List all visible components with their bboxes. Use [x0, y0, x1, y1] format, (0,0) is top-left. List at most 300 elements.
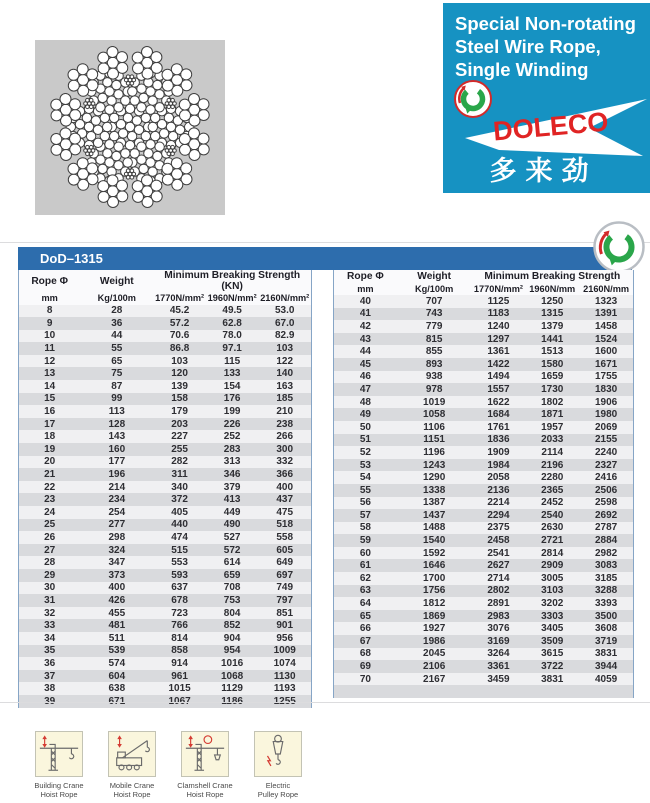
cell: 185: [276, 393, 294, 405]
cell: 426: [108, 594, 126, 606]
cell: 2214: [487, 497, 510, 509]
weight-unit: Kg/100m: [397, 283, 472, 296]
cell: 3202: [541, 598, 564, 610]
cell: 2045: [423, 648, 446, 660]
table-row: [334, 597, 633, 610]
cell: 3393: [594, 598, 618, 610]
cell: 815: [425, 333, 443, 345]
cell: 553: [171, 557, 188, 569]
cell: 901: [276, 620, 294, 632]
cell: 1297: [487, 333, 510, 345]
cell: 659: [223, 569, 241, 581]
cell: 9: [46, 317, 53, 329]
rope-diameter-unit: mm: [19, 292, 80, 305]
table-row: [19, 682, 311, 695]
cell: 1016: [221, 657, 244, 669]
application-mobile-crane: [99, 731, 165, 799]
cell: 605: [276, 544, 294, 556]
cell: 1494: [487, 371, 510, 383]
grade-header-1960: 1960N/mm²: [207, 293, 257, 304]
cell: 1830: [594, 383, 618, 395]
cell: 67.0: [274, 317, 295, 329]
cell: 2365: [541, 484, 564, 496]
cell: 44: [359, 346, 371, 358]
cell: 1980: [594, 409, 618, 421]
table-row: [334, 459, 633, 472]
cell: 1957: [541, 421, 564, 433]
cell: 3722: [541, 661, 564, 673]
cell: 2630: [541, 522, 564, 534]
table-row: [19, 645, 311, 658]
cell: 1290: [423, 472, 446, 484]
cell: 45.2: [169, 305, 190, 317]
cell: 697: [276, 569, 294, 581]
table-row: [334, 572, 633, 585]
cell: 372: [171, 494, 188, 506]
table-row: [19, 355, 311, 368]
cell: 511: [108, 632, 125, 644]
cell: 65: [359, 610, 371, 622]
cell: 17: [44, 418, 56, 430]
cell: 199: [223, 406, 241, 418]
cell: 978: [425, 383, 443, 395]
cell: 48: [359, 396, 371, 408]
table-row: [334, 522, 633, 535]
cell: 46: [359, 371, 371, 383]
cell: 527: [223, 531, 241, 543]
cell: 2802: [487, 585, 510, 597]
cell: 1338: [423, 484, 446, 496]
cell: 66: [359, 623, 371, 635]
cell: 3459: [487, 673, 510, 685]
clamshell-crane-drawing: [182, 732, 228, 776]
cell: 64: [359, 598, 371, 610]
cell: 139: [171, 380, 188, 392]
cell: 2375: [487, 522, 510, 534]
cell: 1074: [273, 657, 296, 669]
cell: 400: [108, 582, 126, 594]
cell: 61: [359, 560, 371, 572]
cell: 858: [171, 645, 188, 657]
cell: 78.0: [222, 330, 242, 342]
cell: 1015: [168, 683, 191, 695]
table-row: [334, 635, 633, 648]
cell: 2627: [487, 560, 510, 572]
table-row: [19, 657, 311, 670]
cell: 1646: [423, 560, 446, 572]
cell: 2692: [594, 509, 618, 521]
table-row: [334, 446, 633, 459]
cell: 67: [359, 635, 371, 647]
cell: 2416: [594, 472, 618, 484]
cell: 255: [171, 443, 188, 455]
table-row: [334, 345, 633, 358]
spec-table-right-header: [334, 270, 633, 295]
cell: 113: [108, 406, 125, 418]
cell: 1524: [594, 333, 618, 345]
spec-table-left-body: [19, 305, 311, 708]
cell: 252: [223, 431, 241, 443]
cell: 2240: [594, 446, 618, 458]
cell: 1125: [487, 295, 510, 307]
electric-pulley-drawing: [255, 732, 301, 776]
cell: 332: [276, 456, 294, 468]
product-title: [455, 12, 636, 81]
cell: 1379: [541, 320, 564, 332]
cell: 1700: [423, 572, 446, 584]
cell: 70: [359, 673, 371, 685]
cell: 16: [44, 406, 56, 418]
cell: 437: [276, 494, 294, 506]
cell: 1129: [221, 683, 243, 695]
cell: 210: [276, 406, 294, 418]
cell: 28: [111, 305, 123, 317]
table-row: [19, 556, 311, 569]
table-row: [334, 421, 633, 434]
cell: 52: [359, 446, 371, 458]
table-row: [334, 320, 633, 333]
cell: 1458: [594, 320, 618, 332]
application-label: Building Crane Hoist Rope: [34, 781, 84, 799]
table-row: [334, 484, 633, 497]
product-title-line1: Special Non-rotating: [455, 13, 636, 34]
cell: 1812: [423, 598, 446, 610]
table-row: [19, 430, 311, 443]
cell: 163: [276, 380, 294, 392]
cell: 3005: [541, 572, 564, 584]
cell: 1058: [423, 409, 446, 421]
cell: 2714: [487, 572, 510, 584]
cell: 37: [44, 670, 56, 682]
cell: 128: [108, 418, 126, 430]
product-banner: [443, 3, 650, 193]
cell: 86.8: [169, 343, 190, 355]
cell: 340: [171, 481, 188, 493]
cell: 63: [359, 585, 371, 597]
cell: 12: [44, 355, 56, 367]
cell: 347: [108, 557, 126, 569]
cell: 1391: [594, 308, 618, 320]
cell: [525, 685, 579, 698]
cell: 36: [111, 317, 123, 329]
table-row: [19, 632, 311, 645]
cell: 103: [276, 343, 294, 355]
spec-table-left-header: [19, 270, 311, 305]
cell: 440: [171, 519, 188, 531]
cell: 814: [171, 632, 188, 644]
cell: 44: [111, 330, 123, 342]
cell: 474: [171, 531, 188, 543]
cell: 3169: [487, 635, 510, 647]
cell: 2787: [594, 522, 618, 534]
cell: 34: [44, 632, 56, 644]
electric-pulley-icon: [254, 731, 302, 777]
grade-header-1770: 1770N/mm²: [155, 293, 205, 304]
cell: [579, 685, 633, 698]
cell: 1557: [487, 383, 510, 395]
rotation-logo-icon-small: [592, 220, 646, 274]
cell: 1730: [541, 383, 564, 395]
cell: 678: [171, 594, 188, 606]
cell: 2106: [423, 661, 446, 673]
cell: 851: [276, 607, 294, 619]
model-number: DoD–1315: [40, 251, 103, 266]
cell: 254: [108, 506, 126, 518]
cell: 160: [108, 443, 126, 455]
cell: 3608: [594, 623, 618, 635]
cell: 405: [171, 506, 188, 518]
cell: 1243: [423, 459, 446, 471]
rope-diameter-header: Rope Φ: [334, 270, 397, 283]
cell: 3509: [541, 635, 564, 647]
cell: 1756: [423, 585, 446, 597]
cell: 154: [223, 380, 241, 392]
cell: 2884: [594, 535, 618, 547]
cell: 1927: [423, 623, 446, 635]
cell: 311: [171, 469, 188, 481]
table-row: [334, 673, 633, 686]
mobile-crane-drawing: [109, 732, 155, 776]
cell: 3103: [541, 585, 564, 597]
breaking-strength-header: Minimum Breaking Strength (KN): [153, 270, 311, 292]
cell: 1871: [541, 409, 564, 421]
table-row: [334, 534, 633, 547]
cell: 614: [223, 557, 241, 569]
cell: 75: [111, 368, 123, 380]
cell: 3405: [541, 623, 564, 635]
cell: 2069: [594, 421, 618, 433]
cell: 60: [359, 547, 371, 559]
cell: 1600: [594, 346, 618, 358]
cell: 45: [359, 358, 371, 370]
cell: 723: [171, 607, 188, 619]
cell: 2280: [541, 472, 564, 484]
table-row: [19, 468, 311, 481]
cell: 15: [44, 393, 56, 405]
cell: 1580: [541, 358, 564, 370]
cell: 53: [359, 459, 371, 471]
table-row: [334, 648, 633, 661]
table-row: [19, 493, 311, 506]
cell: 324: [108, 544, 126, 556]
cell: 373: [108, 569, 126, 581]
table-row: [19, 506, 311, 519]
cell: 57: [359, 509, 371, 521]
cell: 539: [108, 645, 126, 657]
cell: 753: [223, 594, 241, 606]
table-row: [19, 393, 311, 406]
cell: 743: [425, 308, 443, 320]
table-row: [19, 418, 311, 431]
table-row: [19, 305, 311, 318]
cell: 1684: [487, 409, 510, 421]
table-row: [19, 607, 311, 620]
table-row: [334, 333, 633, 346]
cell: [334, 685, 397, 698]
cell: 3944: [594, 661, 618, 673]
cell: 40: [359, 295, 371, 307]
cell: 300: [276, 443, 294, 455]
weight-header: Weight: [80, 270, 153, 292]
application-clamshell-crane: [172, 731, 238, 799]
cell: 490: [223, 519, 241, 531]
cell: 1196: [423, 446, 445, 458]
cell: 3831: [541, 673, 564, 685]
cell: 3264: [487, 648, 510, 660]
spec-table-left: [18, 270, 312, 708]
cell: 177: [108, 456, 126, 468]
spec-table-right: [333, 270, 634, 698]
grade-header-2160: 2160N/mm: [579, 283, 633, 296]
cell: 455: [108, 607, 126, 619]
cell: 1622: [487, 396, 510, 408]
table-row: [19, 582, 311, 595]
bottom-divider-line: [0, 702, 650, 703]
table-row: [19, 519, 311, 532]
cell: 20: [44, 456, 56, 468]
cell: 707: [425, 295, 443, 307]
cell: 938: [425, 371, 443, 383]
cell: 2327: [594, 459, 618, 471]
cell: 43: [359, 333, 371, 345]
cell: 3361: [487, 661, 510, 673]
cell: 53.0: [274, 305, 295, 317]
cell: 708: [223, 582, 241, 594]
cell: [397, 685, 472, 698]
cell: 82.9: [274, 330, 295, 342]
cell: 55: [359, 484, 371, 496]
cell: 1250: [541, 295, 564, 307]
cell: 196: [108, 469, 126, 481]
top-divider-line: [0, 242, 650, 243]
cell: 70.6: [169, 330, 190, 342]
cell: 400: [276, 481, 294, 493]
cell: 14: [44, 380, 56, 392]
application-label: Electric Pulley Rope: [257, 781, 299, 799]
cell: 24: [44, 506, 56, 518]
cell: 33: [44, 620, 56, 632]
cell: 1019: [423, 396, 446, 408]
cell: 2540: [541, 509, 564, 521]
cell: 449: [223, 506, 241, 518]
cell: 49: [359, 409, 371, 421]
cell: 47: [359, 383, 371, 395]
table-row: [334, 295, 633, 308]
table-row: [19, 481, 311, 494]
cell: 103: [171, 355, 188, 367]
cell: 1240: [487, 320, 510, 332]
cell: 649: [276, 557, 294, 569]
cell: 133: [223, 368, 241, 380]
cell: 65: [111, 355, 123, 367]
cell: 3303: [541, 610, 564, 622]
cell: 1869: [423, 610, 446, 622]
table-row: [334, 585, 633, 598]
table-row: [334, 497, 633, 510]
table-row: [19, 456, 311, 469]
cell: 1323: [594, 295, 618, 307]
cell: 2167: [423, 673, 446, 685]
cell: 120: [171, 368, 188, 380]
cell: 1984: [487, 459, 510, 471]
spec-table-right-body: [334, 295, 633, 698]
cell: 176: [223, 393, 241, 405]
filler-row: [334, 685, 633, 698]
cell: 214: [108, 481, 126, 493]
cell: 2891: [487, 598, 510, 610]
cell: 140: [276, 368, 294, 380]
cell: 1761: [487, 421, 510, 433]
cell: 30: [44, 582, 56, 594]
cell: 1315: [541, 308, 564, 320]
table-row: [334, 622, 633, 635]
cell: 18: [44, 431, 56, 443]
mobile-crane-icon: [108, 731, 156, 777]
cell: 2909: [541, 560, 564, 572]
table-row: [334, 383, 633, 396]
cell: 2506: [594, 484, 618, 496]
cell: 2196: [541, 459, 564, 471]
cell: 49.5: [222, 305, 242, 317]
cell: 475: [276, 506, 294, 518]
table-row: [19, 405, 311, 418]
cell: 59: [359, 535, 371, 547]
cell: 27: [44, 544, 56, 556]
weight-unit: Kg/100m: [80, 292, 153, 305]
cell: 1441: [541, 333, 564, 345]
cell: 3185: [594, 572, 618, 584]
cell: 961: [171, 670, 188, 682]
rope-cross-section-image: [35, 40, 225, 215]
table-row: [19, 594, 311, 607]
cell: 266: [276, 431, 294, 443]
application-label: Clamshell Crane Hoist Rope: [177, 781, 233, 799]
model-bar: [18, 247, 632, 270]
weight-header: Weight: [397, 270, 472, 283]
cell: 99: [111, 393, 123, 405]
cell: 2814: [541, 547, 564, 559]
application-icons-row: [26, 731, 311, 799]
cell: 2058: [487, 472, 510, 484]
table-row: [334, 408, 633, 421]
cell: 2982: [594, 547, 618, 559]
cell: 23: [44, 494, 56, 506]
cell: 68: [359, 648, 371, 660]
cell: 1986: [423, 635, 446, 647]
table-row: [334, 660, 633, 673]
cell: 32: [44, 607, 56, 619]
clamshell-crane-icon: [181, 731, 229, 777]
cell: 3500: [594, 610, 618, 622]
table-row: [334, 396, 633, 409]
cell: 1802: [541, 396, 564, 408]
table-row: [334, 358, 633, 371]
cell: 481: [108, 620, 126, 632]
cell: [472, 685, 526, 698]
product-title-line3: Single Winding: [455, 59, 589, 80]
application-label: Mobile Crane Hoist Rope: [109, 781, 155, 799]
table-row: [334, 308, 633, 321]
cell: 2033: [541, 434, 564, 446]
cell: 1422: [487, 358, 510, 370]
table-row: [334, 547, 633, 560]
cell: 1540: [423, 535, 446, 547]
cell: 2136: [487, 484, 510, 496]
brand-name: DOLECO: [491, 106, 610, 147]
cell: 558: [276, 531, 294, 543]
cell: 2458: [487, 535, 510, 547]
cell: 1671: [594, 358, 618, 370]
